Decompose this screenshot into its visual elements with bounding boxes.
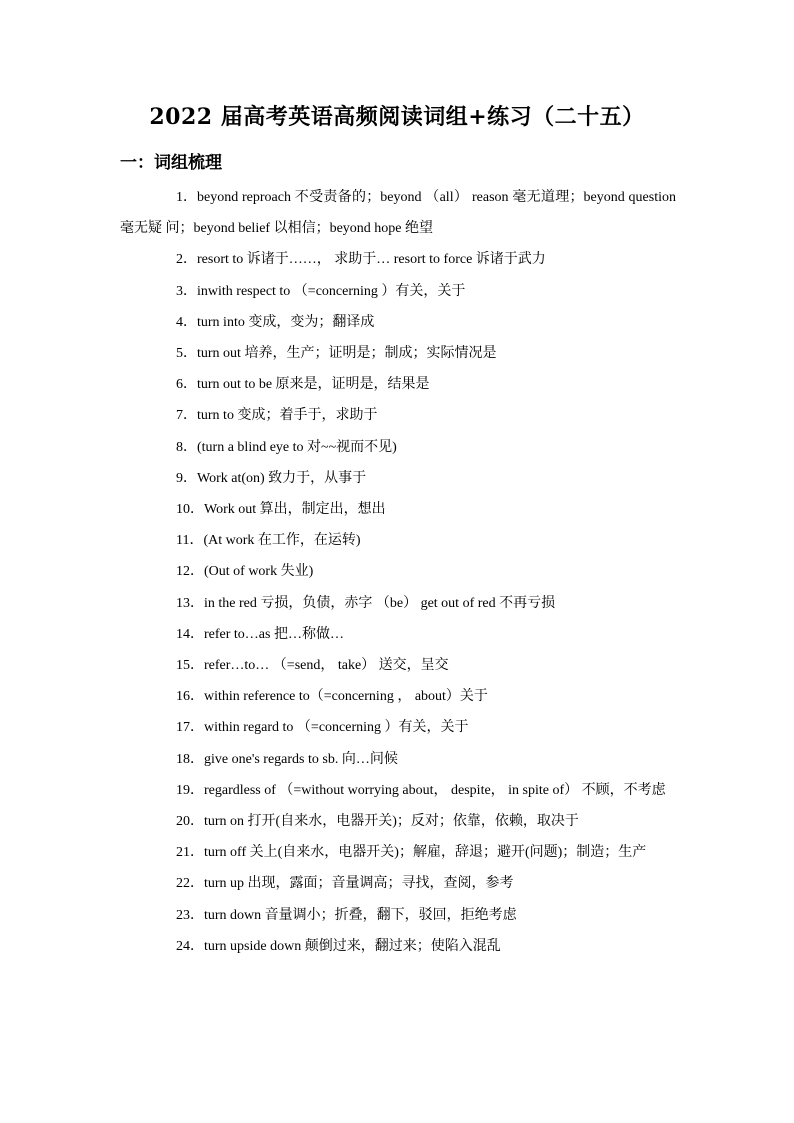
phrase-item-number: 9． bbox=[176, 470, 197, 486]
phrase-item bbox=[120, 837, 676, 868]
phrase-item-text: Work at(on) 致力于，从事于 bbox=[197, 470, 367, 486]
phrase-item-text: (turn a blind eye to 对~~视而不见) bbox=[197, 439, 397, 455]
phrase-item-number: 18． bbox=[176, 751, 204, 767]
phrase-item-number: 3． bbox=[176, 283, 197, 299]
phrase-item bbox=[120, 900, 676, 931]
phrase-item bbox=[120, 525, 676, 556]
phrase-item-number: 12． bbox=[176, 564, 204, 580]
phrase-item-number: 10． bbox=[176, 502, 204, 518]
phrase-item-number: 23． bbox=[176, 907, 204, 923]
phrase-item bbox=[120, 182, 676, 244]
phrase-item bbox=[120, 868, 676, 899]
phrase-item-text: turn upside down 颠倒过来，翻过来；使陷入混乱 bbox=[204, 938, 501, 954]
phrase-item-text: inwith respect to （=concerning ）有关，关于 bbox=[197, 283, 466, 299]
phrase-item-text: regardless of （=without worrying about， despite， in spite of） 不顾，不考虑 bbox=[204, 782, 666, 798]
phrase-item-number: 19． bbox=[176, 782, 204, 798]
phrase-item-number: 6． bbox=[176, 377, 197, 393]
phrase-item bbox=[120, 369, 676, 400]
phrase-item-text: turn into 变成，变为；翻译成 bbox=[197, 314, 375, 330]
phrase-item-number: 4． bbox=[176, 314, 197, 330]
phrase-item-number: 20． bbox=[176, 814, 204, 830]
phrase-item bbox=[120, 307, 676, 338]
phrase-item-text: resort to 诉诸于……， 求助于… resort to force 诉诸于武力 bbox=[197, 252, 546, 268]
phrase-item-number: 13． bbox=[176, 595, 204, 611]
phrase-item-number: 2． bbox=[176, 252, 197, 268]
phrase-item-number: 21． bbox=[176, 845, 204, 861]
phrase-item-number: 17． bbox=[176, 720, 204, 736]
phrase-item bbox=[120, 619, 676, 650]
phrase-item-number: 16． bbox=[176, 689, 204, 705]
phrase-item-number: 7． bbox=[176, 408, 197, 424]
phrase-item-text: beyond reproach 不受责备的；beyond （all） reason 毫无道理；beyond question 毫无疑 问；beyond belief 以相信；beyond hope 绝望 bbox=[120, 190, 676, 237]
phrase-item-text: within regard to （=concerning ）有关，关于 bbox=[204, 720, 469, 736]
phrase-item-text: turn off 关上(自来水，电器开关)；解雇，辞退；避开(问题)；制造；生产 bbox=[204, 845, 647, 861]
page-title: 2022 届高考英语高频阅读词组+练习（二十五） bbox=[149, 104, 645, 130]
phrase-item bbox=[120, 744, 676, 775]
phrase-item-text: refer to…as 把…称做… bbox=[204, 626, 344, 642]
phrase-item-text: turn out 培养，生产；证明是；制成；实际情况是 bbox=[197, 346, 497, 362]
phrase-item bbox=[120, 775, 676, 806]
phrase-item-text: turn out to be 原来是，证明是，结果是 bbox=[197, 377, 430, 393]
phrase-item bbox=[120, 432, 676, 463]
phrase-item-text: turn down 音量调小；折叠，翻下，驳回，拒绝考虑 bbox=[204, 907, 517, 923]
phrase-item-number: 5． bbox=[176, 346, 197, 362]
phrase-item bbox=[120, 712, 676, 743]
phrase-item-text: within reference to（=concerning ， about）关于 bbox=[204, 689, 488, 705]
phrase-item-text: turn to 变成；着手于，求助于 bbox=[197, 408, 378, 424]
phrase-item-number: 24． bbox=[176, 938, 204, 954]
phrase-item-text: refer…to… （=send， take） 送交，呈交 bbox=[204, 658, 449, 674]
phrase-item bbox=[120, 556, 676, 587]
phrase-item bbox=[120, 338, 676, 369]
phrase-item-text: (Out of work 失业) bbox=[204, 564, 314, 580]
phrase-item bbox=[120, 276, 676, 307]
phrase-item-number: 15． bbox=[176, 658, 204, 674]
phrase-item-number: 22． bbox=[176, 876, 204, 892]
phrase-item bbox=[120, 588, 676, 619]
phrase-item-text: (At work 在工作，在运转) bbox=[203, 533, 361, 549]
phrase-item bbox=[120, 494, 676, 525]
phrase-item bbox=[120, 806, 676, 837]
phrase-item-number: 11． bbox=[176, 533, 204, 549]
phrase-item bbox=[120, 400, 676, 431]
phrase-list bbox=[120, 182, 676, 962]
phrase-item-text: Work out 算出，制定出，想出 bbox=[204, 502, 386, 518]
phrase-item bbox=[120, 244, 676, 275]
phrase-item-text: turn on 打开(自来水，电器开关)；反对；依靠，依赖，取决于 bbox=[204, 814, 579, 830]
phrase-item-number: 8． bbox=[176, 439, 197, 455]
phrase-item bbox=[120, 681, 676, 712]
phrase-item bbox=[120, 463, 676, 494]
phrase-item bbox=[120, 931, 676, 962]
phrase-item-number: 14． bbox=[176, 626, 204, 642]
phrase-item-text: in the red 亏损，负债，赤字 （be） get out of red 不再亏损 bbox=[204, 595, 556, 611]
phrase-item-text: turn up 出现，露面；音量调高；寻找，查阅，参考 bbox=[204, 876, 514, 892]
phrase-item-text: give one's regards to sb. 向…问候 bbox=[204, 751, 398, 767]
phrase-item bbox=[120, 650, 676, 681]
section-heading: 一：词组梳理 bbox=[120, 153, 222, 173]
phrase-item-number: 1． bbox=[176, 190, 197, 205]
